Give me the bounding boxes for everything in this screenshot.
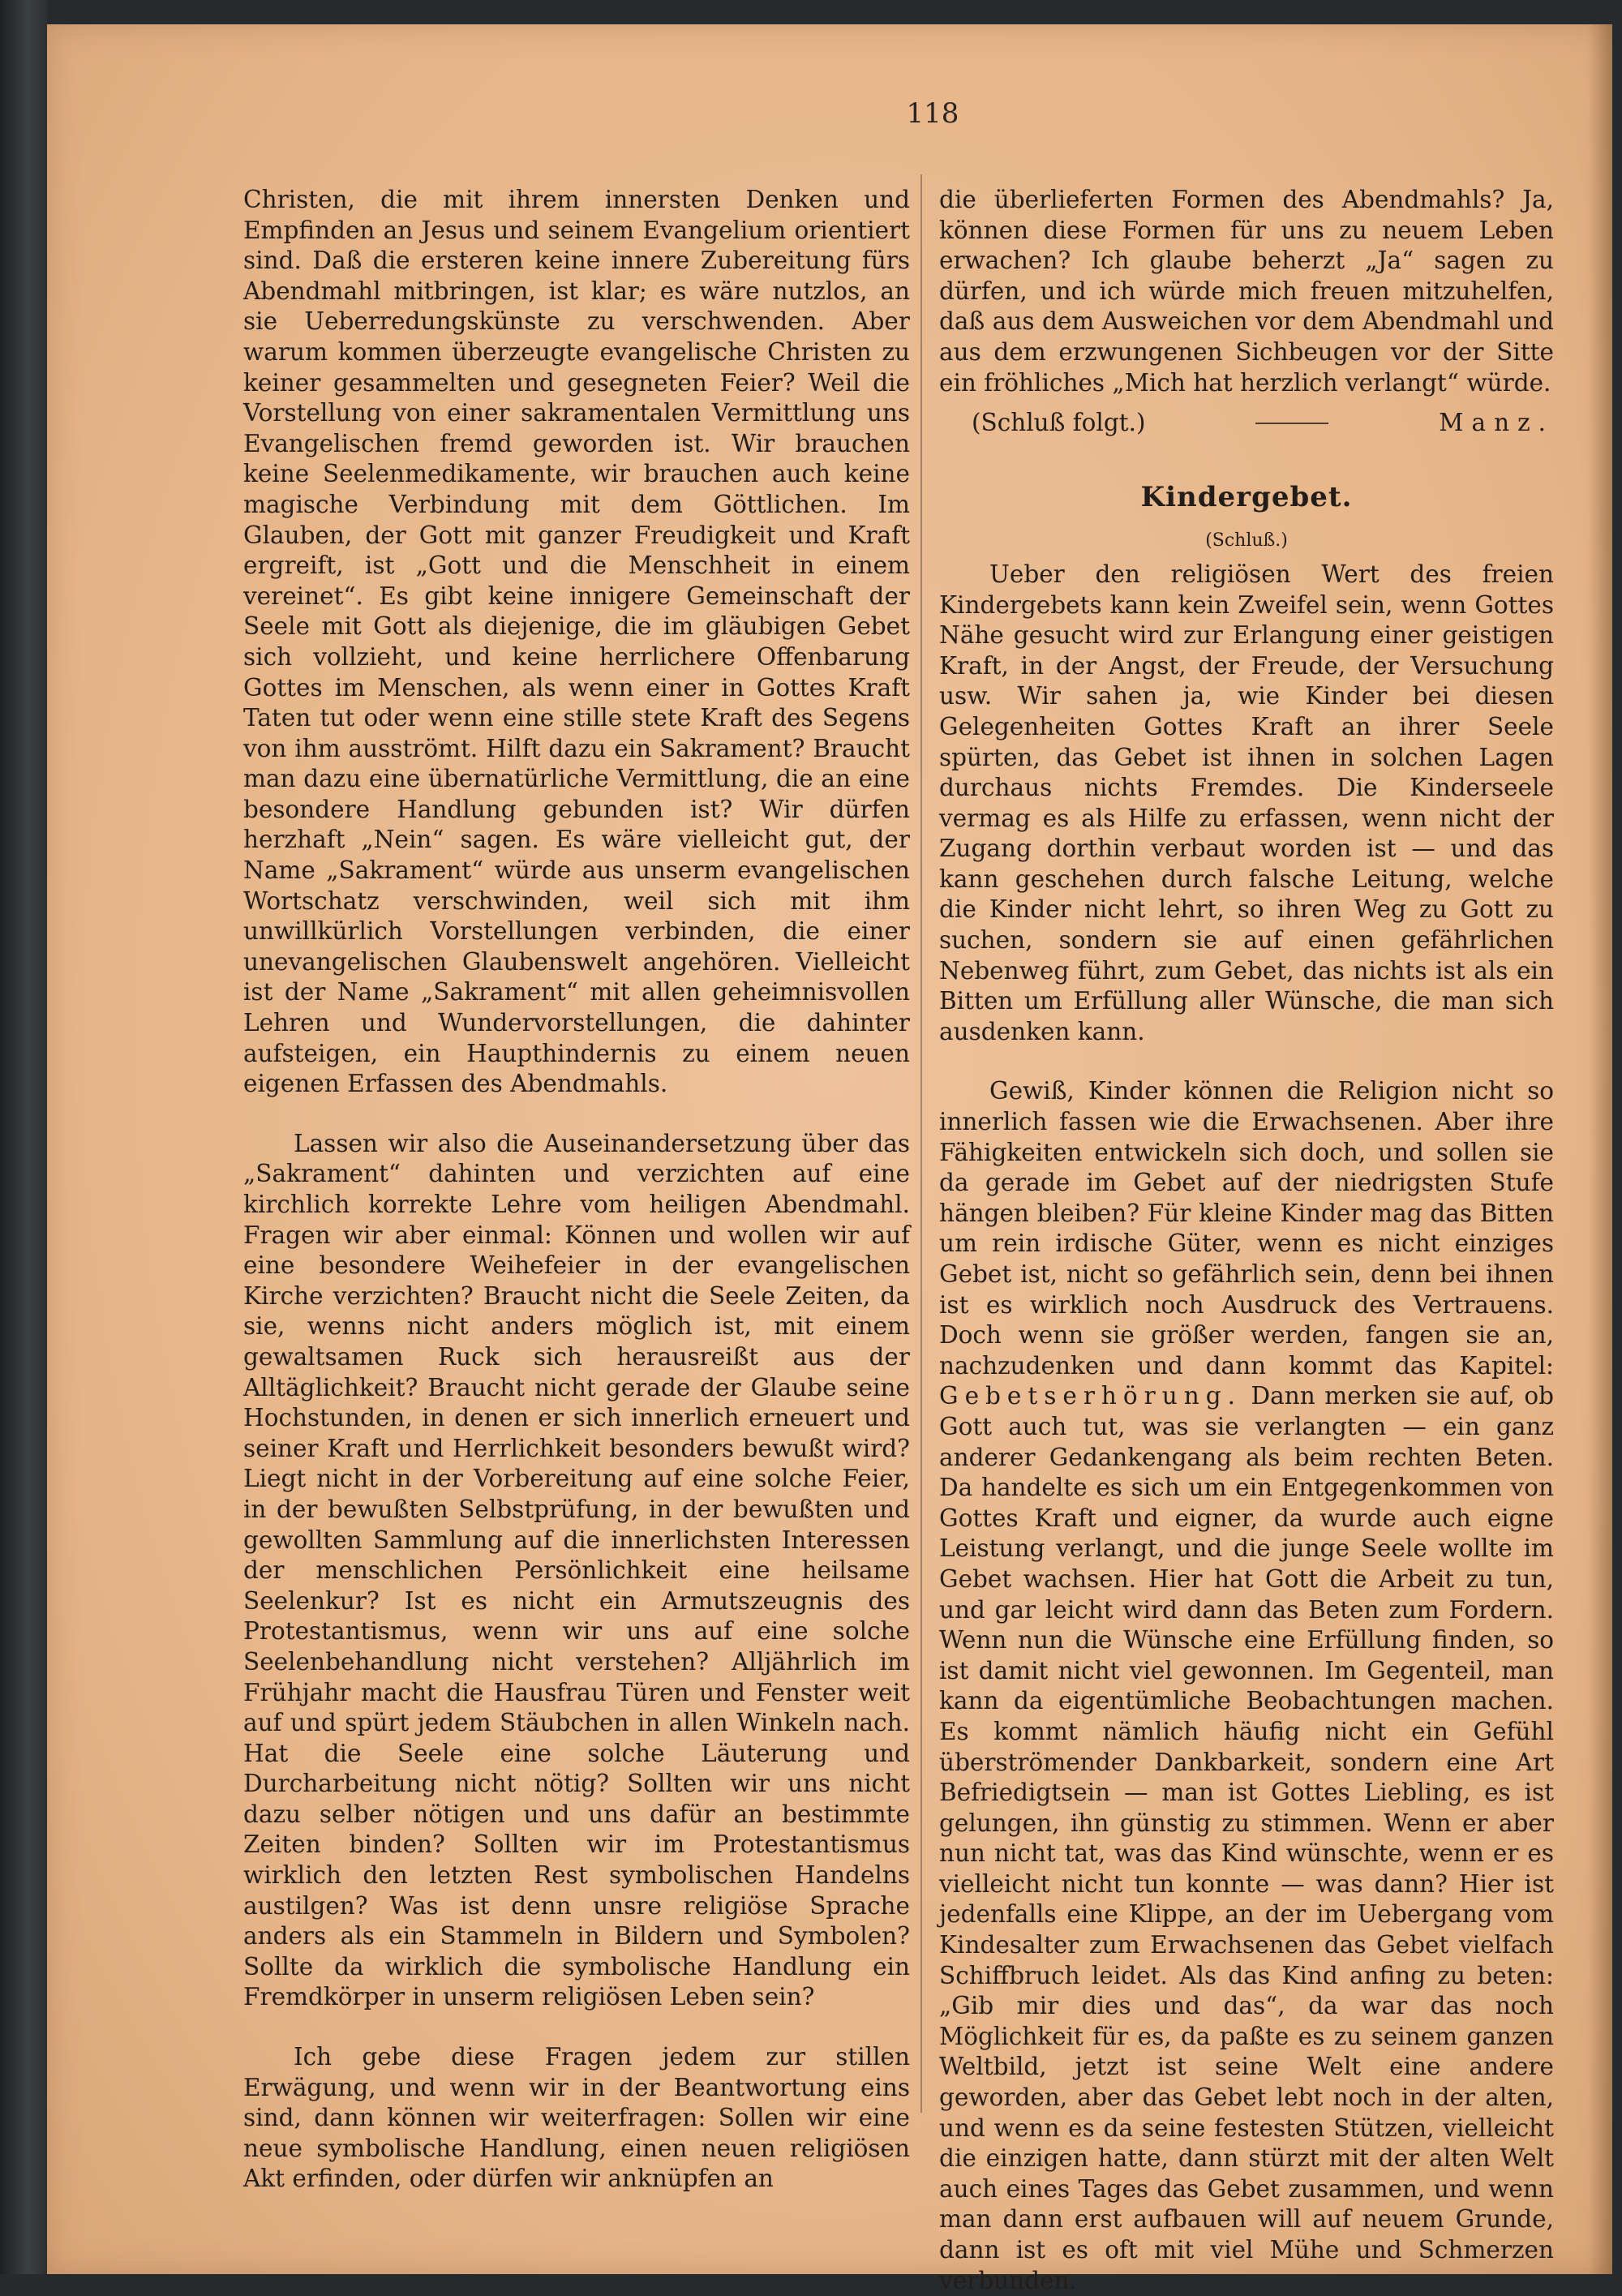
- left-paragraph-2: Lassen wir also die Auseinandersetzung über das „Sakrament“ dahinten und verzichten auf eine kirchlich korrekte Lehre vom heiligen Abendmahl. Fragen wir aber einmal: Können und wollen wir auf eine besondere Weihefeier in der evangelischen Kirche verzichten? Braucht nicht die Seele Zeiten, da sie, wenns nicht anders möglich ist, mit einem gewaltsamen Ruck sich herausreißt aus der Alltäglichkeit? Braucht nicht gerade der Glaube seine Hochstunden, in denen er sich innerlich erneuert und seiner Kraft und Herrlichkeit besonders bewußt wird? Liegt nicht in der Vorbereitung auf eine solche Feier, in der bewußten Selbstprüfung, in der bewußten und gewollten Sammlung auf die innerlichsten Interessen der menschlichen Persönlichkeit eine heilsame Seelenkur? Ist es nicht ein Armutszeugnis des Protestantismus, wenn wir uns auf eine solche Seelenbehandlung nicht verstehen? Alljährlich im Frühjahr macht die Hausfrau Türen und Fenster weit auf und spürt jedem Stäubchen in allen Winkeln nach. Hat die Seele eine solche Läuterung und Durcharbeitung nicht nötig? Sollten wir uns nicht dazu selber nötigen und uns dafür an bestimmte Zeiten binden? Sollten wir im Protestantismus wirklich den letzten Rest symbolischen Handelns austilgen? Was ist denn unsre religiöse Sprache anders als ein Stammeln in Bildern und Symbolen? Sollte da wirklich die symbolische Handlung ein Fremdkörper in unserm religiösen Leben sein?: [243, 1129, 910, 2011]
- column-divider: [920, 174, 922, 2113]
- article-title: Kindergebet.: [1140, 480, 1353, 513]
- right-column: [939, 185, 1554, 2296]
- page-number: 118: [906, 97, 959, 130]
- author-signature: Manz.: [1439, 409, 1554, 437]
- right-paragraph-1: Ueber den religiösen Wert des freien Kindergebets kann kein Zweifel sein, wenn Gottes Nähe gesucht wird zur Erlangung einer geistigen Kraft, in der Angst, der Freude, der Versuchung usw. Wir sahen ja, wie Kinder bei diesen Gelegenheiten Gottes Kraft an ihrer Seele spürten, das Gebet ist ihnen in solchen Lagen durchaus nichts Fremdes. Die Kinderseele vermag es als Hilfe zu erfassen, wenn nicht der Zugang dorthin verbaut worden ist — und das kann geschehen durch falsche Leitung, welche die Kinder nicht lehrt, so ihren Weg zu Gott zu suchen, sondern sie auf einen gefährlichen Nebenweg führt, zum Gebet, das nichts ist als ein Bitten um Erfüllung aller Wünsche, die man sich ausdenken kann.: [939, 560, 1554, 1045]
- spaced-term-gebetserhoerung: Gebetserhörung.: [939, 1382, 1242, 1410]
- article-subtitle: (Schluß.): [1205, 530, 1288, 551]
- left-paragraph-3: Ich gebe diese Fragen jedem zur stillen Erwägung, und wenn wir in der Beantwortung eins sind, dann können wir weiterfragen: Sollen wir eine neue symbolische Handlung, einen neuen religiösen Akt erfinden, oder dürfen wir anknüpfen an: [243, 2043, 910, 2193]
- right-paragraph-2-part-2: Dann merken sie auf, ob Gott auch tut, was sie verlangten — ein ganz anderer Gedankengang als beim rechten Beten. Da handelte es sich um ein Entgegenkommen von Gottes Kraft und eigner, da wurde auch eigne Leistung verlangt, und die junge Seele wollte im Gebet wachsen. Hier hat Gott die Arbeit zu tun, und gar leicht wird dann das Beten zum Fordern. Wenn nun die Wünsche eine Erfüllung finden, so ist damit nicht viel gewonnen. Im Gegenteil, man kann da eigentümliche Beobachtungen machen. Es kommt nämlich häufig nicht ein Gefühl überströmender Dankbarkeit, sondern eine Art Befriedigtsein — man ist Gottes Liebling, es ist gelungen, ihn günstig zu stimmen. Wenn er aber nun nicht tat, was das Kind wünschte, wenn er es vielleicht nicht tun konnte — was dann? Hier ist jedenfalls eine Klippe, an der im Uebergang vom Kindesalter zum Erwachsenen das Gebet vielfach Schiffbruch leidet. Als das Kind anfing zu beten: „Gib mir dies und das“, da war das noch Möglichkeit für es, da paßte es zu seinem ganzen Weltbild, jetzt ist seine Welt eine andere geworden, aber das Gebet lebt noch in der alten, und wenn es da seine festesten Stützen, vielleicht die einzigen hatte, dann stürzt mit der alten Welt auch eines Tages das Gebet zusammen, und wenn man dann erst aufbauen will auf neuem Grunde, dann ist es oft mit viel Mühe und Schmerzen verbunden.: [939, 1382, 1554, 2294]
- right-paragraph-2: [939, 1076, 1554, 2296]
- continuation-paragraph: die überlieferten Formen des Abendmahls? Ja, können diese Formen für uns zu neuem Leben erwachen? Ich glaube beherzt „Ja“ sagen zu dürfen, und ich würde mich freuen mitzuhelfen, daß aus dem Ausweichen vor dem Abendmahl und aus dem erzwungenen Sichbeugen vor der Sitte ein fröhliches „Mich hat herzlich verlangt“ würde.: [939, 186, 1554, 397]
- book-binding: [0, 0, 47, 2274]
- trailer-rule: [1255, 423, 1328, 424]
- left-paragraph-1: Christen, die mit ihrem innersten Denken und Empfinden an Jesus und seinem Evangelium orientiert sind. Daß die ersteren keine innere Zubereitung fürs Abendmahl mitbringen, ist klar; es wäre nutzlos, an sie Ueberredungskünste zu verschwenden. Aber warum kommen überzeugte evangelische Christen zu keiner gesammelten und gesegneten Feier? Weil die Vorstellung von einer sakramentalen Vermittlung uns Evangelischen fremd geworden ist. Wir brauchen keine Seelenmedikamente, wir brauchen auch keine magische Verbindung mit dem Göttlichen. Im Glauben, der Gott mit ganzer Freudigkeit und Kraft ergreift, ist „Gott und die Menschheit in einem vereinet“. Es gibt keine innigere Gemeinschaft der Seele mit Gott als diejenige, die im gläubigen Gebet sich vollzieht, und keine herrlichere Offenbarung Gottes im Menschen, als wenn einer in Gottes Kraft Taten tut oder wenn eine stille stete Kraft des Segens von ihm ausströmt. Hilft dazu ein Sakrament? Braucht man dazu eine übernatürliche Vermittlung, die an eine besondere Handlung gebunden ist? Wir dürfen herzhaft „Nein“ sagen. Es wäre vielleicht gut, der Name „Sakrament“ würde aus unserm evangelischen Wortschatz verschwinden, weil sich mit ihm unwillkürlich Vorstellungen verbinden, die einer unevangelischen Glaubenswelt angehören. Vielleicht ist der Name „Sakrament“ mit allen geheimnisvollen Lehren und Wundervorstellungen, die dahinter aufsteigen, ein Haupthindernis zu einem neuen eigenen Erfassen des Abendmahls.: [243, 186, 910, 1098]
- page-edge-shadow: [1588, 24, 1612, 2274]
- right-paragraph-2-part-1: Gewiß, Kinder können die Religion nicht so innerlich fassen wie die Erwachsenen. Aber ihre Fähigkeiten entwickeln sich doch, und sollen sie da gerade im Gebet auf der niedrigsten Stufe hängen bleiben? Für kleine Kinder mag das Bitten um rein irdische Güter, wenn es nicht einziges Gebet ist, nicht so gefährlich sein, denn bei ihnen ist es wirklich noch Ausdruck des Vertrauens. Doch wenn sie größer werden, fangen sie an, nachzudenken und dann kommt das Kapitel:: [939, 1077, 1554, 1380]
- article-trailer: [939, 408, 1554, 439]
- left-column: [243, 185, 910, 2195]
- continued-note: (Schluß folgt.): [972, 409, 1146, 437]
